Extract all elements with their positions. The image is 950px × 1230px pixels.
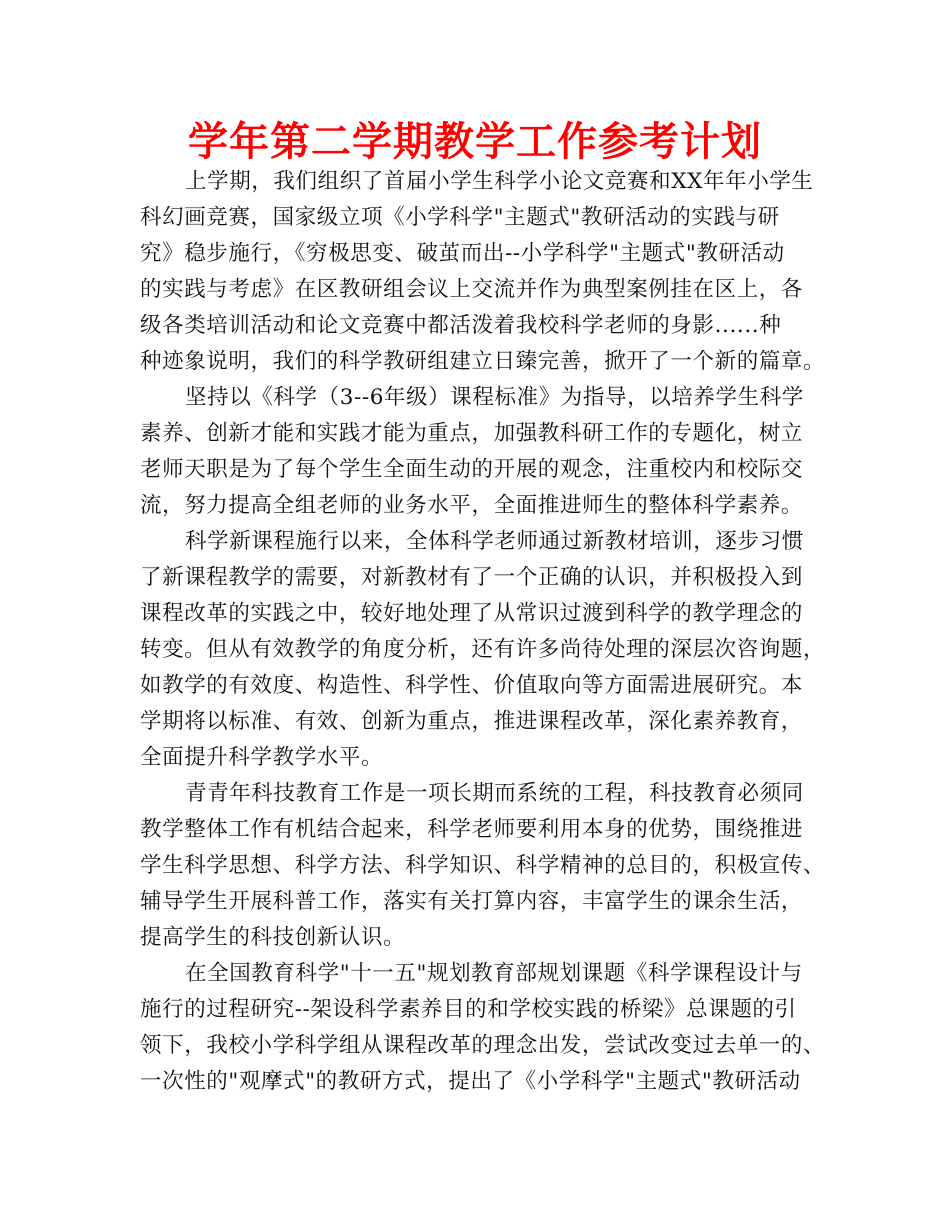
text-line: 上学期，我们组织了首届小学生科学小论文竞赛和XX年年小学生 [185, 169, 814, 194]
text-line: 如教学的有效度、构造性、科学性、价值取向等方面需进展研究。本 [140, 673, 804, 698]
text-line: 究》稳步施行，《穷极思变、破茧而出--小学科学"主题式"教研活动 [140, 241, 785, 266]
text-line: 了新课程教学的需要，对新教材有了一个正确的认识，并积极投入到 [140, 565, 804, 590]
text-line: 在全国教育科学"十一五"规划教育部规划课题《科学课程设计与 [185, 961, 803, 986]
text-line: 流，努力提高全组老师的业务水平，全面推进师生的整体科学素养。 [140, 493, 804, 518]
text-line: 科幻画竞赛，国家级立项《小学科学"主题式"教研活动的实践与研 [140, 205, 780, 230]
text-line: 施行的过程研究--架设科学素养目的和学校实践的桥梁》总课题的引 [140, 997, 797, 1022]
text-line: 种迹象说明，我们的科学教研组建立日臻完善，掀开了一个新的篇章。 [140, 349, 826, 374]
text-line: 转变。但从有效教学的角度分析，还有许多尚待处理的深层次咨询题， [140, 637, 826, 662]
text-line: 学生科学思想、科学方法、科学知识、科学精神的总目的，积极宣传、 [140, 853, 826, 878]
text-line: 老师天职是为了每个学生全面生动的开展的观念，注重校内和校际交 [140, 457, 804, 482]
text-line: 领下，我校小学科学组从课程改革的理念出发，尝试改变过去单一的、 [140, 1033, 826, 1058]
text-line: 坚持以《科学（3--6年级）课程标准》为指导，以培养学生科学 [185, 385, 804, 410]
text-line: 一次性的"观摩式"的教研方式，提出了《小学科学"主题式"教研活动 [140, 1069, 801, 1094]
text-line: 课程改革的实践之中，较好地处理了从常识过渡到科学的教学理念的 [140, 601, 804, 626]
text-line: 全面提升科学教学水平。 [140, 745, 384, 770]
text-line: 素养、创新才能和实践才能为重点，加强教科研工作的专题化，树立 [140, 421, 804, 446]
text-line: 的实践与考虑》在区教研组会议上交流并作为典型案例挂在区上，各 [140, 277, 804, 302]
text-line: 提高学生的科技创新认识。 [140, 925, 406, 950]
text-line: 学期将以标准、有效、创新为重点，推进课程改革，深化素养教育， [140, 709, 804, 734]
text-line: 科学新课程施行以来，全体科学老师通过新教材培训，逐步习惯 [185, 529, 804, 554]
text-line: 教学整体工作有机结合起来，科学老师要利用本身的优势，围绕推进 [140, 817, 804, 842]
text-line: 级各类培训活动和论文竞赛中都活泼着我校科学老师的身影......种 [140, 313, 782, 338]
text-line: 青青年科技教育工作是一项长期而系统的工程，科技教育必须同 [185, 781, 804, 806]
document-title: 学年第二学期教学工作参考计划 [188, 119, 762, 165]
text-line: 辅导学生开展科普工作，落实有关打算内容，丰富学生的课余生活， [140, 889, 804, 914]
